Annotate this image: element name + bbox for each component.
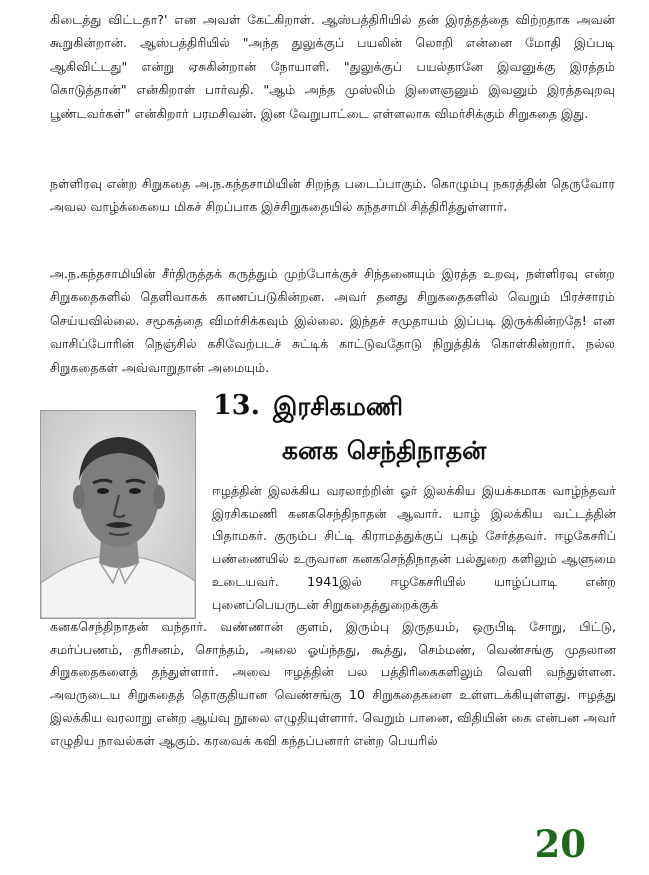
section-number: 13. (213, 390, 260, 421)
section-title-line1: இரசிகமணி (273, 392, 404, 421)
page-number: 20 (534, 822, 586, 866)
paragraph-3: அ.ந.கந்தசாமியின் சீர்திருத்தக் கருத்தும் முற்போக்குச் சிந்தனையும் இரத்த உறவு, நள்ளிரவு என்ற சிறுகதைகளில் தெளிவாகக் காணப்படுகின்றன. அவர் தனது சிறுகதைகளில் வெறும் பிரச்சாரம் செய்யவில்லை. சமூகத்தை விமர்சிக்கவும் இல்லை. இந்தச் சமுதாயம் இப்படி இருக்கின்றதே! என வாசிப்போரின் நெஞ்சில் கசிவேற்படச் சுட்டிக் காட்டுவதோடு நிறுத்திக் கொள்கின்றார். நல்ல சிறுகதைகள் அவ்வாறுதான் அமையும். (50, 266, 615, 375)
portrait-illustration (41, 411, 195, 618)
section-title-line2: கனக செந்திநாதன் (282, 436, 487, 465)
paragraph-1: கிடைத்து விட்டதா?' என அவள் கேட்கிறாள். ஆஸ்பத்திரியில் தன் இரத்தத்தை விற்றதாக அவன் கூறுகின்றான். ஆஸ்பத்திரியில் "அந்த துலுக்குப் பயலின் லொறி என்னை மோதி இப்படி ஆகிவிட்டது" என்று ஏசுகின்றான் நோயாளி. "துலுக்குப் பயல்தானே இவனுக்கு இரத்தம் கொடுத்தான்" என்கிறாள் பார்வதி. "ஆம் அந்த முஸ்லிம் இளைஞனும் இவனும் இரத்தவுறவு பூண்டவர்கள்" என்கிறார் பரமசிவன். இன வேறுபாட்டை எள்ளலாக விமர்சிக்கும் சிறுகதை இது. (50, 12, 615, 121)
biography-text-continued: கனகசெந்திநாதன் வந்தார். வண்ணான் குளம், இரும்பு இருதயம், ஒருபிடி சோறு, பிட்டு, சமர்ப்பணம், தரிசனம், சொந்தம், அலை ஓய்ந்தது, கூத்து, செம்மண், வெண்சங்கு முதலான சிறுகதைகளைத் தந்துள்ளார். அவை ஈழத்தின் பல பத்திரிகைகளிலும் வெளி வந்துள்ளன. அவருடைய சிறுகதைத் தொகுதியான வெண்சங்கு 10 சிறுகதைகளை உள்ளடக்கியுள்ளது. ஈழத்து இலக்கிய வரலாறு என்ற ஆய்வு நூலை எழுதியுள்ளார். வெறும் பானை, விதியின் கை என்பன அவர் எழுதிய நாவல்கள் ஆகும். கரவைக் கவி கந்தப்பனார் என்ற பெயரில் (50, 619, 616, 748)
paragraph-2: நள்ளிரவு என்ற சிறுகதை அ.ந.கந்தசாமியின் சிறந்த படைப்பாகும். கொழும்பு நகரத்தின் தெருவோர அவல வாழ்க்கையை மிகச் சிறப்பாக இச்சிறுகதையில் கந்தசாமி சித்திரித்துள்ளார். (50, 176, 615, 215)
author-portrait-photo (40, 410, 196, 619)
biography-text-beside-photo: ஈழத்தின் இலக்கிய வரலாற்றின் ஓர் இலக்கிய இயக்கமாக வாழ்ந்தவர் இரசிகமணி கனகசெந்திநாதன் ஆவார். யாழ் இலக்கிய வட்டத்தின் பிதாமகர். குரும்ப சிட்டி கிராமத்துக்குப் புகழ் சேர்த்தவர். ஈழகேசரிப் பண்ணையில் உருவான கனகசெந்திநாதன் பல்துறை களிலும் ஆளுமை உடையவர். 1941இல் ஈழகேசரியில் யாழ்ப்பாடி என்ற புனைப்பெயருடன் சிறுகதைத்துறைக்குக் (212, 483, 616, 612)
